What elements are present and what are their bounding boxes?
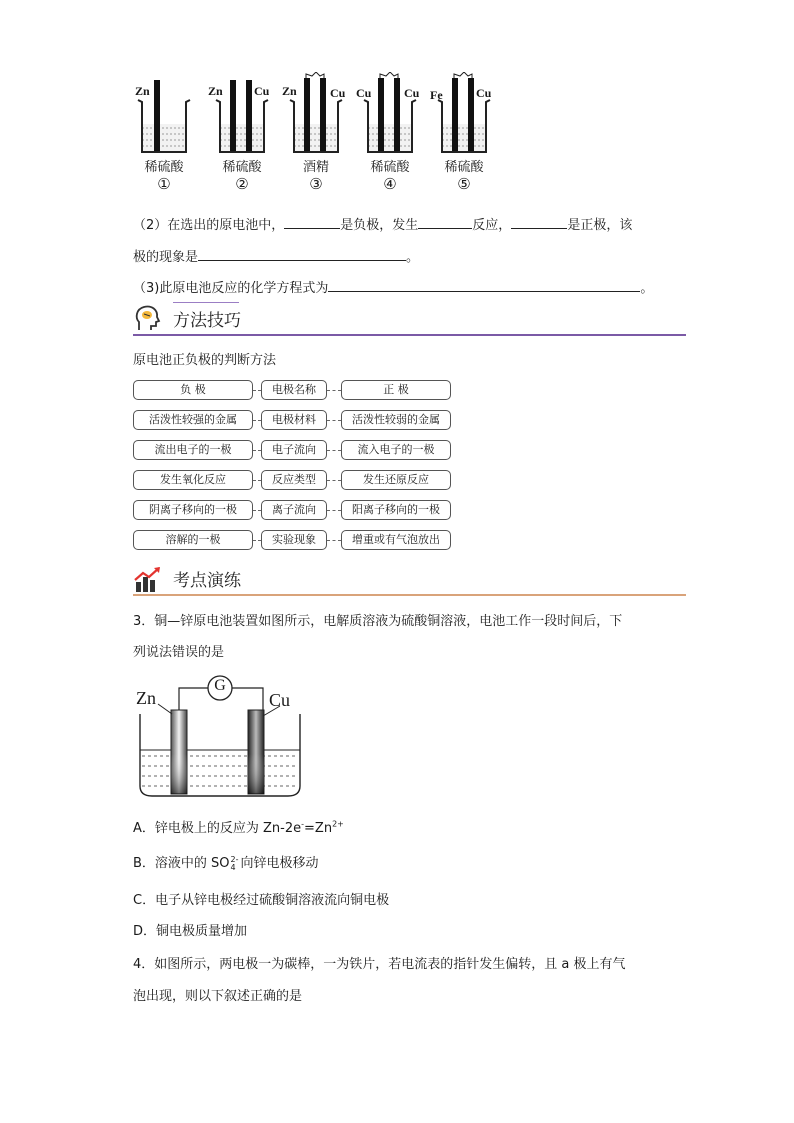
section-rule — [133, 594, 686, 596]
table-cell-category: 离子流向 — [261, 500, 327, 520]
beaker-right-label: Cu — [476, 86, 492, 100]
question-2-line-1 — [133, 214, 632, 233]
table-cell-negative: 负 极 — [133, 380, 253, 400]
liquid-label: 稀硫酸 — [444, 160, 484, 175]
beaker-right-label: Cu — [254, 84, 270, 98]
connector — [253, 480, 261, 481]
option-b[interactable] — [133, 852, 319, 872]
growth-chart-icon — [133, 564, 163, 594]
beaker-left-label: Zn — [135, 84, 150, 98]
section-title: 考点演练 — [173, 571, 241, 591]
q2-text: 极的现象是 — [133, 250, 199, 265]
option-d[interactable]: D．铜电极质量增加 — [133, 924, 248, 939]
question-3-line-2: 列说法错误的是 — [133, 645, 225, 660]
answer-blank[interactable] — [198, 246, 406, 261]
liquid-label: 稀硫酸 — [370, 160, 410, 175]
beaker-figures — [128, 72, 508, 197]
answer-blank[interactable] — [418, 214, 472, 229]
head-lightbulb-icon — [133, 304, 163, 334]
beaker-drawing — [206, 72, 278, 156]
judgement-table — [133, 380, 453, 555]
table-cell-category: 反应类型 — [261, 470, 327, 490]
q2-text: 。 — [406, 250, 420, 265]
option-a-text: =Zn — [304, 821, 333, 836]
option-c[interactable]: C．电子从锌电极经过硫酸铜溶液流向铜电极 — [133, 893, 390, 908]
question-3-line-1: 3．铜—锌原电池装置如图所示，电解质溶液为硫酸铜溶液，电池工作一段时间后，下 — [133, 614, 623, 629]
option-a[interactable] — [133, 817, 344, 836]
beaker-left-label: Cu — [356, 86, 372, 100]
beaker-number: ③ — [309, 175, 323, 193]
beaker-2 — [206, 72, 286, 197]
connector — [253, 540, 261, 541]
beaker-right-label: Cu — [404, 86, 420, 100]
table-cell-negative: 发生氧化反应 — [133, 470, 253, 490]
connector — [327, 390, 341, 391]
option-b-text: 向锌电极移动 — [240, 856, 319, 871]
connector — [253, 510, 261, 511]
table-cell-positive: 增重或有气泡放出 — [341, 530, 451, 550]
question-4-line-1: 4．如图所示，两电极一为碳棒，一为铁片，若电流表的指针发生偏转，且 a 极上有气 — [133, 957, 626, 972]
beaker-number: ⑤ — [457, 175, 471, 193]
beaker-1 — [128, 72, 208, 197]
connector — [327, 480, 341, 481]
option-b-text: B．溶液中的 SO — [133, 856, 230, 871]
galvanometer-label: G — [214, 677, 226, 694]
beaker-left-label: Zn — [208, 84, 223, 98]
connector — [327, 420, 341, 421]
connector — [327, 450, 341, 451]
beaker-drawing — [354, 72, 426, 156]
table-cell-positive: 正 极 — [341, 380, 451, 400]
q2-text: 是负极，发生 — [340, 218, 419, 233]
zn-label: Zn — [136, 688, 156, 708]
liquid-label: 稀硫酸 — [222, 160, 262, 175]
connector — [253, 390, 261, 391]
option-b-sup: 2- — [230, 854, 239, 864]
beaker-drawing — [280, 72, 352, 156]
option-a-text: A．锌电极上的反应为 Zn-2e — [133, 821, 302, 836]
table-cell-positive: 流入电子的一极 — [341, 440, 451, 460]
table-cell-category: 电子流向 — [261, 440, 327, 460]
section-rule — [133, 334, 686, 336]
galvanic-cell-diagram — [130, 674, 310, 802]
table-cell-positive: 发生还原反应 — [341, 470, 451, 490]
beaker-number: ① — [157, 175, 171, 193]
beaker-number: ④ — [383, 175, 397, 193]
beaker-number: ② — [235, 175, 249, 193]
connector — [327, 510, 341, 511]
practice-section-header — [133, 562, 686, 596]
beaker-4 — [354, 72, 434, 197]
section-title: 方法技巧 — [173, 311, 241, 331]
table-cell-negative: 溶解的一极 — [133, 530, 253, 550]
answer-blank[interactable] — [284, 214, 340, 229]
question-2-line-2 — [133, 246, 419, 265]
answer-blank[interactable] — [511, 214, 567, 229]
question-3-part-line — [133, 277, 653, 296]
liquid-label: 稀硫酸 — [144, 160, 184, 175]
answer-blank[interactable] — [328, 277, 640, 292]
sulfate-ion-charge — [231, 856, 239, 872]
table-cell-category: 电极材料 — [261, 410, 327, 430]
question-4-line-2: 泡出现，则以下叙述正确的是 — [133, 989, 303, 1004]
table-cell-negative: 阴离子移向的一极 — [133, 500, 253, 520]
q2-text: （2）在选出的原电池中， — [133, 218, 285, 233]
table-cell-positive: 阳离子移向的一极 — [341, 500, 451, 520]
connector — [327, 540, 341, 541]
method-section-header — [133, 302, 686, 336]
cu-label: Cu — [269, 690, 291, 710]
beaker-5 — [428, 72, 508, 197]
method-intro: 原电池正负极的判断方法 — [133, 353, 277, 368]
table-cell-negative: 流出电子的一极 — [133, 440, 253, 460]
beaker-right-label: Cu — [330, 86, 346, 100]
beaker-drawing — [428, 72, 500, 156]
title-overline — [173, 302, 239, 303]
beaker-drawing — [128, 72, 200, 156]
q2-text: 是正极，该 — [567, 218, 633, 233]
option-a-sup: 2+ — [332, 819, 344, 829]
connector — [253, 420, 261, 421]
q3-part-text: 。 — [640, 281, 654, 296]
beaker-3 — [280, 72, 360, 197]
liquid-label: 酒精 — [302, 160, 329, 175]
table-cell-category: 电极名称 — [261, 380, 327, 400]
table-cell-positive: 活泼性较弱的金属 — [341, 410, 451, 430]
beaker-left-label: Fe — [430, 88, 443, 102]
q3-part-text: （3)此原电池反应的化学方程式为 — [133, 281, 329, 296]
table-cell-negative: 活泼性较强的金属 — [133, 410, 253, 430]
option-a-sup: - — [301, 819, 305, 829]
table-cell-category: 实验现象 — [261, 530, 327, 550]
q2-text: 反应， — [472, 218, 512, 233]
beaker-left-label: Zn — [282, 84, 297, 98]
connector — [253, 450, 261, 451]
option-b-sub: 4 — [230, 862, 236, 872]
